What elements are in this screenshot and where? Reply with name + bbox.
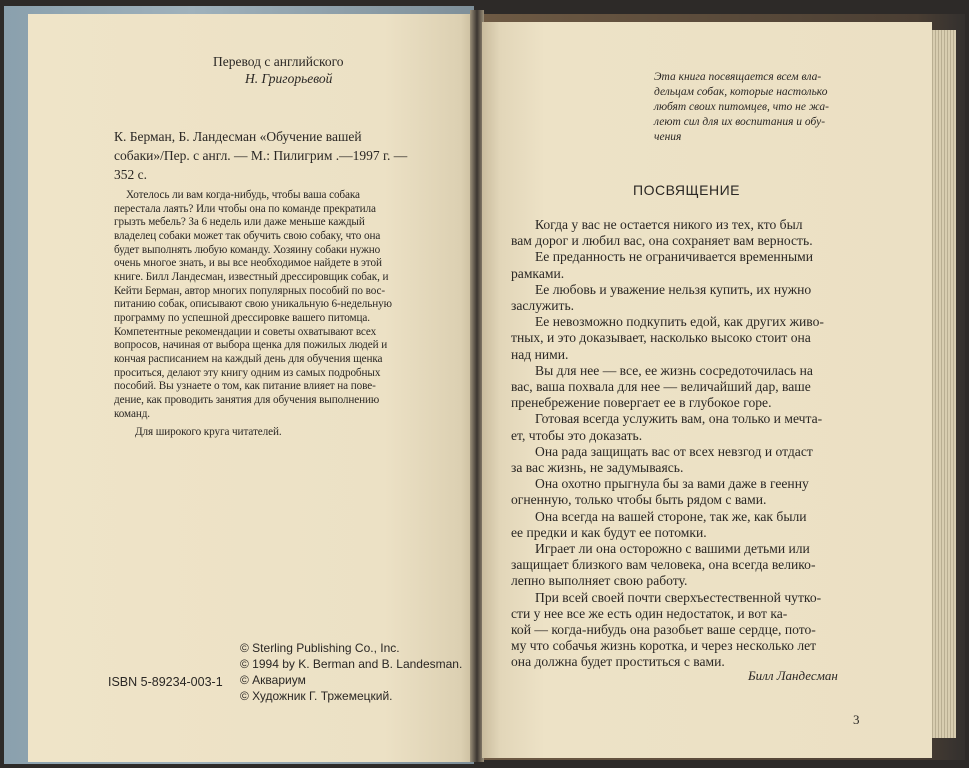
text-line: вас, ваша похвала для нее — величайший дар, ваше <box>511 379 811 394</box>
text-line: она должна будет проститься с вами. <box>511 654 725 670</box>
text-line: Ее преданность не ограничивается временными <box>535 249 813 265</box>
abstract-line: кончая расписанием на каждый день для обучения щенка <box>114 353 383 365</box>
text-line: пренебрежение повергает ее в глубокое горе. <box>511 395 772 411</box>
dedication-heading: ПОСВЯЩЕНИЕ <box>633 182 741 198</box>
text-line: му что собачья жизнь коротка, и через несколько лет <box>511 638 817 654</box>
abstract-line: вопросов, начиная от выбора щенка для пожилых людей и <box>114 339 388 351</box>
abstract-line: питанию собак, описывают свою уникальную 6-недельную <box>114 298 392 310</box>
epigraph-line: леют сил для их воспитания и обу- <box>654 116 826 128</box>
text-line: над ними. <box>511 346 569 362</box>
bib-line: собаки»/Пер. с англ. — М.: Пилигрим .—1997 г. — <box>114 148 408 163</box>
text-line: лепно выполняет свою работу. <box>511 573 688 589</box>
epigraph-line: чения <box>654 131 682 143</box>
text-line: Ее любовь и уважение нельзя купить, их нужно <box>535 281 812 297</box>
abstract-line: Кейти Берман, автор многих популярных пособий по вос- <box>114 285 385 297</box>
text-line: Ее невозможно подкупить едой, как других живо- <box>535 314 824 330</box>
text-line: Вы для нее — все, ее жизнь сосредоточилась на <box>535 362 813 378</box>
text-line: за вас жизнь, не задумываясь. <box>511 460 684 475</box>
translation-note: Перевод с английского <box>213 54 344 69</box>
text-line: ет, чтобы это доказать. <box>511 427 643 443</box>
bib-line: 352 с. <box>114 167 147 182</box>
abstract-line: книге. Билл Ландесман, известный дрессировщик собак, и <box>114 271 389 283</box>
audience-note: Для широкого круга читателей. <box>135 426 282 438</box>
epigraph-line: Эта книга посвящается всем вла- <box>654 71 822 83</box>
copyright-line: © 1994 by K. Berman and B. Landesman. <box>240 657 463 671</box>
isbn: ISBN 5-89234-003-1 <box>108 675 223 689</box>
abstract-line: грызть мебель? За 6 недель или даже меньше каждый <box>114 216 365 228</box>
abstract-line: программу по успешной дрессировке вашего питомца. <box>114 312 370 324</box>
copyright-line: © Аквариум <box>240 673 306 687</box>
text-line: Когда у вас не остается никого из тех, кто был <box>535 217 803 232</box>
text-line: ее предки и как будут ее потомки. <box>511 524 707 540</box>
text-line: При всей своей почти сверхъестественной чутко- <box>535 589 822 605</box>
copyright-line: © Sterling Publishing Co., Inc. <box>240 641 400 655</box>
bib-line: К. Берман, Б. Ландесман «Обучение вашей <box>114 129 362 144</box>
abstract-line: будет выполнять любую команду. Хозяину собаки нужно <box>114 244 381 256</box>
text-line: защищает близкого вам человека, она всегда велико- <box>511 557 816 573</box>
text-line: заслужить. <box>511 298 575 313</box>
abstract-line: Хотелось ли вам когда-нибудь, чтобы ваша собака <box>126 189 360 201</box>
text-line: сти у нее все же есть один недостаток, и вот ка- <box>511 605 788 621</box>
abstract-line: Компетентные рекомендации и советы охватывают всех <box>114 326 377 338</box>
text-line: Она всегда на вашей стороне, так же, как были <box>535 508 807 524</box>
abstract-line: команд. <box>114 408 150 420</box>
text-line: Играет ли она осторожно с вашими детьми или <box>535 541 810 556</box>
abstract-line: перестала лаять? Или чтобы она по команде прекратила <box>114 203 376 215</box>
abstract-line: дение, как проводить занятия для обучения выполнению <box>114 394 380 406</box>
abstract-line: проситься, делают эту книгу одним из самых подробных <box>114 367 381 379</box>
text-line: рамками. <box>511 265 565 281</box>
text-line: вам дорог и любил вас, она сохраняет вам верность. <box>511 233 813 249</box>
text-line: кой — когда-нибудь она разобьет ваше сердце, пото- <box>511 622 816 637</box>
text-line: Она рада защищать вас от всех невзгод и отдаст <box>535 443 813 459</box>
abstract-line: очень многое знать, и вы все необходимое найдете в этой <box>114 257 382 269</box>
text-line: Она охотно прыгнула бы за вами даже в геенну <box>535 476 809 492</box>
abstract-line: владелец собаки может так обучить свою собаку, что она <box>114 230 381 242</box>
translator-name: Н. Григорьевой <box>245 71 333 86</box>
epigraph-line: любят своих питомцев, что не жа- <box>654 101 829 113</box>
text-line: тных, и это доказывает, насколько высоко стоит она <box>511 330 811 346</box>
page-number: 3 <box>853 712 860 727</box>
signature: Билл Ландесман <box>748 668 838 683</box>
copyright-line: © Художник Г. Тржемецкий. <box>240 689 393 703</box>
page-edges <box>930 30 956 738</box>
epigraph-line: дельцам собак, которые настолько <box>654 86 828 98</box>
abstract-line: пособий. Вы узнаете о том, как питание влияет на пове- <box>114 380 376 392</box>
text-line: огненную, только чтобы быть рядом с вами. <box>511 492 767 508</box>
text-line: Готовая всегда услужить вам, она только и мечта- <box>535 411 823 427</box>
